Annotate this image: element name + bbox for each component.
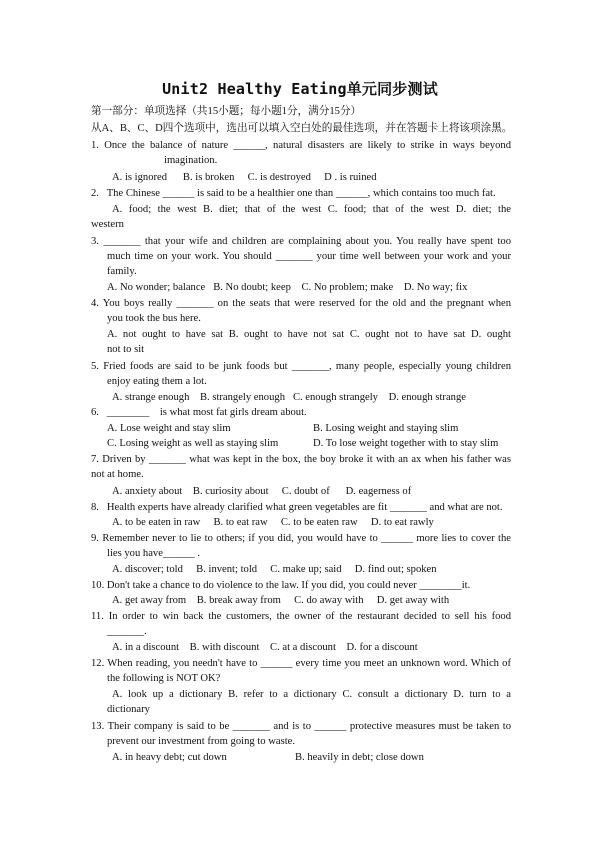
section-heading: 第一部分：单项选择（共15小题；每小题1分，满分15分） [91,106,362,117]
question-8-options: A. to be eaten in raw B. to eat raw C. to be eaten raw D. to eat rawly [112,517,434,528]
question-13-option-a: A. in heavy debt; cut down [112,752,227,763]
question-5-line-1: 5. Fried foods are said to be junk foods but _______, many people, especially young children [91,361,511,372]
question-13-option-b: B. heavily in debt; close down [295,752,424,763]
question-12-line-4: dictionary [107,704,150,715]
question-13-line-1: 13. Their company is said to be _______ and is to ______ protective measures must be taken to [91,721,511,732]
question-2-line-3: western [91,219,124,230]
question-4-line-1: 4. You boys really _______ on the seats that were reserved for the old and the pregnant when [91,298,511,309]
page-title: Unit2 Healthy Eating单元同步测试 [162,80,438,98]
question-6-option-c: C. Losing weight as well as staying slim [107,438,279,449]
question-1-line-1: 1. Once the balance of nature ______, natural disasters are likely to strike in ways beyond [91,140,511,151]
question-3-options: A. No wonder; balance B. No doubt; keep C. No problem; make D. No way; fix [107,282,468,293]
question-2-line-1: 2. The Chinese ______ is said to be a healthier one than ______, which contains too much fat. [91,188,496,199]
question-4-line-2: you took the bus here. [107,313,201,324]
question-5-options: A. strange enough B. strangely enough C. enough strangely D. enough strange [112,392,466,403]
question-6-option-a: A. Lose weight and stay slim [107,423,231,434]
question-6-option-b: B. Losing weight and staying slim [313,423,459,434]
question-12-line-2: the following is NOT OK? [107,673,221,684]
question-5-line-2: enjoy eating them a lot. [107,376,207,387]
question-9-line-2: lies you have______ . [107,548,200,559]
question-6-line-1: 6. ________ is what most fat girls dream about. [91,407,307,418]
question-13-line-2: prevent our investment from going to waste. [107,736,295,747]
question-1-options: A. is ignored B. is broken C. is destroyed D . is ruined [112,172,377,183]
question-3-line-1: 3. _______ that your wife and children are complaining about you. You really have spent too [91,236,511,247]
question-11-options: A. in a discount B. with discount C. at a discount D. for a discount [112,642,418,653]
question-9-options: A. discover; told B. invent; told C. make up; said D. find out; spoken [112,564,437,575]
question-4-line-4: not to sit [107,344,145,355]
question-9-line-1: 9. Remember never to lie to others; if you did, you would have to ______ more lies to cover the [91,533,511,544]
question-3-line-3: family. [107,266,137,277]
question-6-option-d: D. To lose weight together with to stay slim [313,438,499,449]
question-2-options: A. food; the west B. diet; that of the west C. food; that of the west D. diet; the [112,204,511,215]
question-1-line-2: imagination. [164,155,218,166]
question-7-options: A. anxiety about B. curiosity about C. doubt of D. eagerness of [112,486,412,497]
question-7-line-1: 7. Driven by _______ what was kept in the box, the boy broke it with an ax when his father was [91,454,511,465]
question-12-options: A. look up a dictionary B. refer to a dictionary C. consult a dictionary D. turn to a [112,689,511,700]
question-10-line-1: 10. Don't take a chance to do violence to the law. If you did, you could never ________it. [91,580,471,591]
question-7-line-2: not at home. [91,469,144,480]
question-11-line-2: _______. [107,626,147,637]
question-12-line-1: 12. When reading, you needn't have to ______ every time you meet an unknown word. Which of [91,658,511,669]
question-3-line-2: much time on your work. You should _______ your time well between your work and your [107,251,511,262]
question-8-line-1: 8. Health experts have already clarified what green vegetables are fit _______ and what are not. [91,502,503,513]
question-4-options: A. not ought to have sat B. ought to have not sat C. ought not to have sat D. ought [107,329,511,340]
question-10-options: A. get away from B. break away from C. do away with D. get away with [112,595,450,606]
instruction-text: 从A、B、C、D四个选项中，选出可以填入空白处的最佳选项，并在答题卡上将该项涂黑。 [91,123,513,134]
question-11-line-1: 11. In order to win back the customers, the owner of the restaurant decided to sell his food [91,611,511,622]
